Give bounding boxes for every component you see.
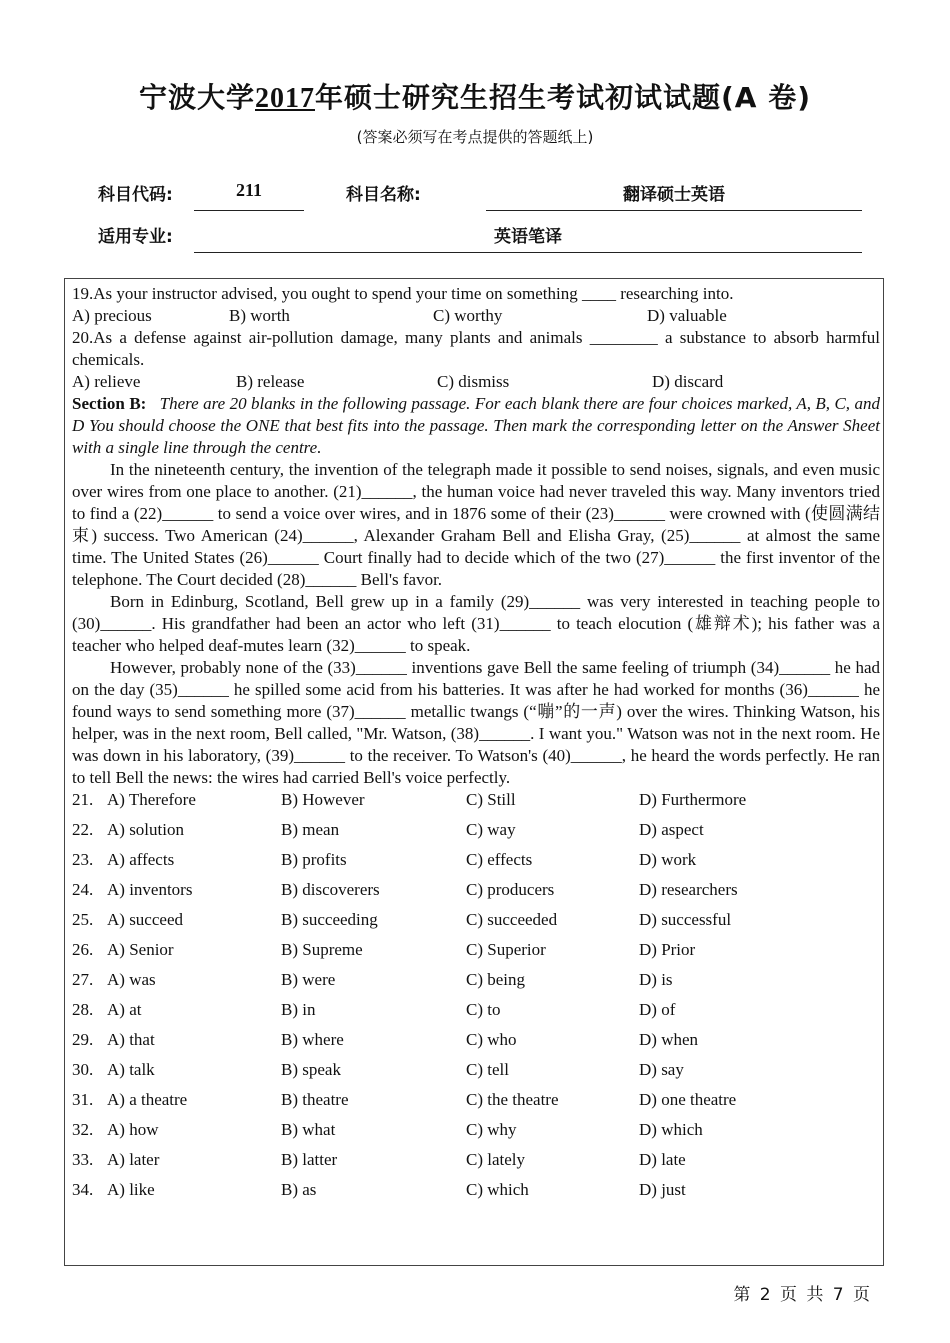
title-rest: 年硕士研究生招生考试初试试题(A 卷) bbox=[315, 81, 812, 114]
option-number: 26. bbox=[72, 940, 94, 959]
choice-d: D) valuable bbox=[647, 306, 727, 325]
option-d: D) aspect bbox=[639, 820, 704, 839]
subject-name-value: 翻译硕士英语 bbox=[623, 185, 725, 205]
option-b: B) speak bbox=[281, 1060, 341, 1079]
section-b-instructions bbox=[72, 393, 880, 459]
option-c: C) lately bbox=[466, 1150, 526, 1169]
passage-paragraph-3: However, probably none of the (33)______ inventions gave Bell the same feeling of triumph (34)______ he had on the day (35)______ he spilled some acid from his batteries. It was after he had worked for months (36)______ he found ways to send something more (37)______ metallic twangs (“嘣”的一声) over the wires. Thinking Watson, his helper, was in the next room, Bell called, "Mr. Watson, (38)______. I want you." Watson was not in the next room. He was down in his laboratory, (39)______ to the receiver. To Watson's (40)______, he heard the words perfectly. He ran to tell Bell the news: the wires had carried Bell's voice perfectly. bbox=[72, 658, 880, 787]
option-d: D) say bbox=[639, 1060, 684, 1079]
question-19-stem: 19.As your instructor advised, you ought to spend your time on something ____ researching into. bbox=[72, 284, 734, 303]
title-school: 宁波大学 bbox=[138, 81, 255, 114]
option-c: C) to bbox=[466, 1000, 501, 1019]
choice-c: C) dismiss bbox=[437, 372, 510, 391]
option-b: B) profits bbox=[281, 850, 347, 869]
option-c: C) who bbox=[466, 1030, 517, 1049]
option-row bbox=[72, 1059, 880, 1089]
option-a: A) affects bbox=[107, 850, 175, 869]
major-label: 适用专业: bbox=[98, 227, 173, 247]
option-b: B) in bbox=[281, 1000, 316, 1019]
option-row bbox=[72, 789, 880, 819]
option-number: 34. bbox=[72, 1180, 94, 1199]
option-a: A) Senior bbox=[107, 940, 174, 959]
option-b: B) succeeding bbox=[281, 910, 378, 929]
option-number: 24. bbox=[72, 880, 94, 899]
option-d: D) of bbox=[639, 1000, 676, 1019]
options-list bbox=[72, 789, 880, 1209]
option-b: B) were bbox=[281, 970, 336, 989]
option-d: D) Prior bbox=[639, 940, 696, 959]
option-a: A) Therefore bbox=[107, 790, 196, 809]
option-a: A) talk bbox=[107, 1060, 155, 1079]
option-number: 29. bbox=[72, 1030, 94, 1049]
option-a: A) succeed bbox=[107, 910, 183, 929]
option-row bbox=[72, 969, 880, 999]
choice-a: A) relieve bbox=[72, 372, 141, 391]
choice-d: D) discard bbox=[652, 372, 724, 391]
option-d: D) late bbox=[639, 1150, 686, 1169]
option-row bbox=[72, 1119, 880, 1149]
exam-title bbox=[0, 76, 950, 116]
option-a: A) a theatre bbox=[107, 1090, 188, 1109]
option-number: 30. bbox=[72, 1060, 94, 1079]
option-a: A) like bbox=[107, 1180, 155, 1199]
option-c: C) which bbox=[466, 1180, 529, 1199]
option-row bbox=[72, 909, 880, 939]
option-b: B) latter bbox=[281, 1150, 338, 1169]
option-c: C) producers bbox=[466, 880, 555, 899]
option-c: C) why bbox=[466, 1120, 517, 1139]
question-20-choices bbox=[72, 371, 880, 393]
subject-code-underline bbox=[194, 210, 304, 211]
option-a: A) inventors bbox=[107, 880, 193, 899]
question-content bbox=[72, 283, 880, 1209]
option-d: D) researchers bbox=[639, 880, 738, 899]
option-a: A) solution bbox=[107, 820, 184, 839]
option-d: D) just bbox=[639, 1180, 686, 1199]
option-d: D) Furthermore bbox=[639, 790, 747, 809]
question-20-stem: 20.As a defense against air-pollution damage, many plants and animals ________ a substance to absorb harmful chemicals. bbox=[72, 328, 880, 369]
passage-paragraph-1: In the nineteenth century, the invention of the telegraph made it possible to send noises, signals, and even music over wires from one place to another. (21)______, the human voice had never traveled this way. Many inventors tried to find a (22)______ to send a voice over wires, and in 1876 some of their (23)______ were crowned with (使圆满结束) success. Two American (24)______, Alexander Graham Bell and Elisha Gray, (25)______ at almost the same time. The United States (26)______ Court finally had to decide which of the two (27)______ the first inventor of the telephone. The Court decided (28)______ Bell's favor. bbox=[72, 460, 880, 589]
option-row bbox=[72, 819, 880, 849]
option-number: 25. bbox=[72, 910, 94, 929]
option-row bbox=[72, 1149, 880, 1179]
option-b: B) theatre bbox=[281, 1090, 349, 1109]
page-number: 第 2 页 共 7 页 bbox=[733, 1285, 872, 1305]
option-number: 27. bbox=[72, 970, 94, 989]
option-number: 23. bbox=[72, 850, 94, 869]
option-b: B) Supreme bbox=[281, 940, 363, 959]
option-d: D) which bbox=[639, 1120, 703, 1139]
option-c: C) way bbox=[466, 820, 516, 839]
option-number: 31. bbox=[72, 1090, 94, 1109]
option-d: D) when bbox=[639, 1030, 699, 1049]
option-number: 32. bbox=[72, 1120, 94, 1139]
major-underline bbox=[194, 252, 862, 253]
option-b: B) discoverers bbox=[281, 880, 380, 899]
section-b-heading: Section B: bbox=[72, 394, 147, 413]
option-c: C) succeeded bbox=[466, 910, 558, 929]
option-a: A) how bbox=[107, 1120, 159, 1139]
passage-paragraph-2: Born in Edinburg, Scotland, Bell grew up in a family (29)______ was very interested in teaching people to (30)______. His grandfather had been an actor who left (31)______ to teach elocution (雄辩术); his father was a teacher who helped deaf-mutes learn (32)______ to speak. bbox=[72, 592, 880, 655]
option-row bbox=[72, 939, 880, 969]
subject-name-label: 科目名称: bbox=[346, 185, 421, 205]
choice-a: A) precious bbox=[72, 306, 152, 325]
option-number: 28. bbox=[72, 1000, 94, 1019]
choice-b: B) release bbox=[236, 372, 305, 391]
option-b: B) However bbox=[281, 790, 365, 809]
choice-c: C) worthy bbox=[433, 306, 503, 325]
option-a: A) that bbox=[107, 1030, 155, 1049]
option-row bbox=[72, 1089, 880, 1119]
option-row bbox=[72, 849, 880, 879]
option-c: C) Superior bbox=[466, 940, 546, 959]
option-b: B) where bbox=[281, 1030, 344, 1049]
choice-b: B) worth bbox=[229, 306, 290, 325]
option-b: B) as bbox=[281, 1180, 317, 1199]
option-c: C) being bbox=[466, 970, 526, 989]
subject-name-underline bbox=[486, 210, 862, 211]
option-number: 21. bbox=[72, 790, 94, 809]
option-c: C) the theatre bbox=[466, 1090, 559, 1109]
major-value: 英语笔译 bbox=[494, 227, 562, 247]
option-d: D) is bbox=[639, 970, 673, 989]
question-19-choices bbox=[72, 305, 880, 327]
option-a: A) was bbox=[107, 970, 156, 989]
title-year: 2017 bbox=[255, 83, 315, 114]
option-d: D) work bbox=[639, 850, 697, 869]
option-row bbox=[72, 1029, 880, 1059]
option-b: B) mean bbox=[281, 820, 340, 839]
subject-code-label: 科目代码: bbox=[98, 185, 173, 205]
subject-code-value: 211 bbox=[235, 180, 262, 200]
option-c: C) effects bbox=[466, 850, 533, 869]
option-c: C) Still bbox=[466, 790, 516, 809]
option-row bbox=[72, 999, 880, 1029]
option-d: D) one theatre bbox=[639, 1090, 737, 1109]
section-b-text: There are 20 blanks in the following passage. For each blank there are four choices marked, A, B, C, and D You should choose the ONE that best fits into the passage. Then mark the corresponding letter on the Answer Sheet with a single line through the centre. bbox=[72, 394, 881, 457]
option-number: 22. bbox=[72, 820, 94, 839]
option-a: A) later bbox=[107, 1150, 160, 1169]
exam-subtitle: (答案必须写在考点提供的答题纸上) bbox=[356, 128, 594, 146]
option-row bbox=[72, 1179, 880, 1209]
option-d: D) successful bbox=[639, 910, 732, 929]
option-b: B) what bbox=[281, 1120, 336, 1139]
option-c: C) tell bbox=[466, 1060, 509, 1079]
option-number: 33. bbox=[72, 1150, 94, 1169]
option-row bbox=[72, 879, 880, 909]
option-a: A) at bbox=[107, 1000, 142, 1019]
